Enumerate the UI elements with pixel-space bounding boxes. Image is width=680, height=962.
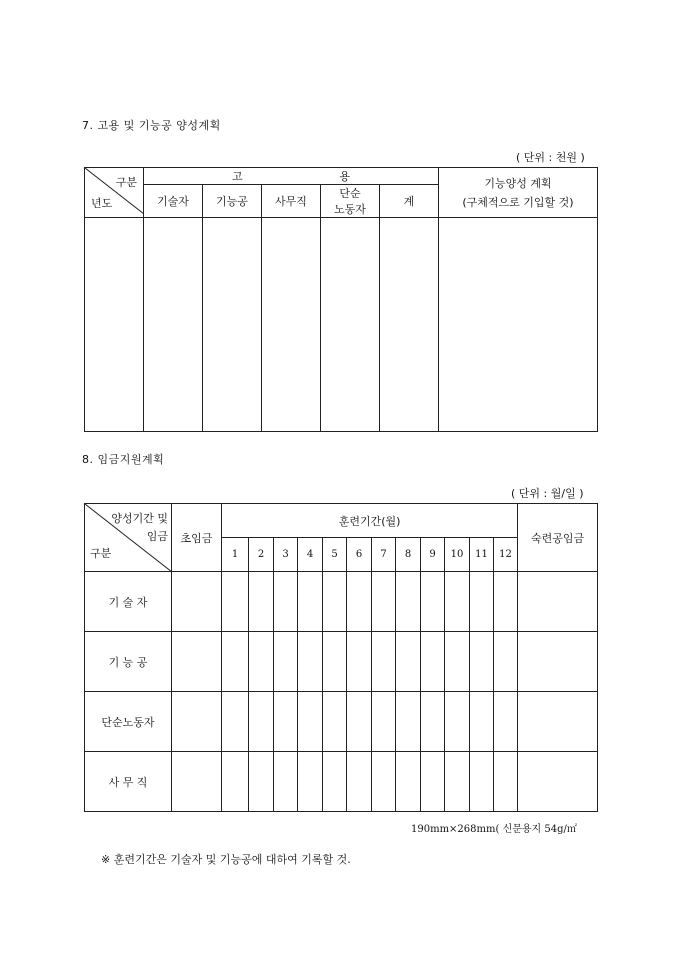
corner-top-label2: 임금	[146, 530, 168, 543]
month-cell[interactable]	[470, 632, 494, 692]
starting-wage-cell[interactable]	[172, 692, 222, 752]
month-cell[interactable]	[445, 752, 470, 812]
month-9: 9	[421, 538, 445, 572]
col-technician: 기술자	[144, 185, 203, 218]
month-cell[interactable]	[347, 572, 372, 632]
month-cell[interactable]	[323, 572, 347, 632]
table-row	[85, 572, 598, 632]
month-cell[interactable]	[274, 572, 298, 632]
month-cell[interactable]	[274, 692, 298, 752]
month-cell[interactable]	[421, 632, 445, 692]
month-cell[interactable]	[396, 572, 421, 632]
month-cell[interactable]	[222, 572, 249, 632]
corner-top-label1: 양성기간 및	[111, 512, 168, 525]
col-skilled-worker: 기능공	[203, 185, 262, 218]
month-cell[interactable]	[494, 752, 518, 812]
month-cell[interactable]	[347, 692, 372, 752]
skilled-wage-cell[interactable]	[518, 692, 598, 752]
month-cell[interactable]	[298, 752, 323, 812]
col-laborer-line1: 단순	[339, 187, 361, 200]
col-laborer	[321, 185, 380, 218]
month-cell[interactable]	[445, 572, 470, 632]
month-cell[interactable]	[372, 692, 396, 752]
corner-header-cell	[85, 504, 172, 572]
office-cell[interactable]	[262, 218, 321, 432]
month-cell[interactable]	[494, 572, 518, 632]
month-cell[interactable]	[372, 632, 396, 692]
month-cell[interactable]	[249, 752, 274, 812]
starting-wage-cell[interactable]	[172, 632, 222, 692]
group-header-left: 고	[232, 170, 243, 183]
month-cell[interactable]	[222, 632, 249, 692]
technician-cell[interactable]	[144, 218, 203, 432]
month-cell[interactable]	[396, 752, 421, 812]
training-note: ※ 훈련기간은 기술자 및 기능공에 대하여 기록할 것.	[101, 853, 351, 866]
month-cell[interactable]	[372, 572, 396, 632]
corner-header-cell	[85, 168, 144, 218]
month-10: 10	[445, 538, 470, 572]
month-cell[interactable]	[494, 692, 518, 752]
training-plan-line1: 기능양성 계획	[484, 177, 552, 190]
skilled-wage-cell[interactable]	[518, 752, 598, 812]
col-laborer-line2: 노동자	[334, 203, 366, 216]
section8-unit: ( 단위 : 월/일 )	[511, 487, 584, 500]
month-cell[interactable]	[347, 752, 372, 812]
month-cell[interactable]	[222, 752, 249, 812]
training-period-header: 훈련기간(월)	[222, 504, 518, 538]
month-cell[interactable]	[298, 572, 323, 632]
month-cell[interactable]	[421, 692, 445, 752]
skilled-worker-cell[interactable]	[203, 218, 262, 432]
month-cell[interactable]	[298, 692, 323, 752]
month-1: 1	[222, 538, 249, 572]
month-cell[interactable]	[421, 752, 445, 812]
col-total: 계	[380, 185, 439, 218]
row-label: 기 술 자	[85, 572, 172, 632]
skilled-wage-cell[interactable]	[518, 572, 598, 632]
month-cell[interactable]	[323, 632, 347, 692]
skilled-wage-cell[interactable]	[518, 632, 598, 692]
section7-unit: ( 단위 : 천원 )	[516, 151, 585, 164]
month-cell[interactable]	[470, 752, 494, 812]
training-plan-header	[439, 168, 598, 218]
month-12: 12	[494, 538, 518, 572]
group-header-right: 용	[339, 170, 350, 183]
skilled-wage-header: 숙련공임금	[518, 504, 598, 572]
month-8: 8	[396, 538, 421, 572]
table-row	[85, 632, 598, 692]
wage-support-table	[84, 503, 598, 812]
month-cell[interactable]	[347, 632, 372, 692]
month-cell[interactable]	[396, 692, 421, 752]
month-7: 7	[372, 538, 396, 572]
month-5: 5	[323, 538, 347, 572]
month-cell[interactable]	[494, 632, 518, 692]
row-label: 단순노동자	[85, 692, 172, 752]
year-cell[interactable]	[85, 218, 144, 432]
month-cell[interactable]	[445, 632, 470, 692]
table-row	[85, 692, 598, 752]
month-6: 6	[347, 538, 372, 572]
month-4: 4	[298, 538, 323, 572]
training-plan-cell[interactable]	[439, 218, 598, 432]
month-cell[interactable]	[421, 572, 445, 632]
month-11: 11	[470, 538, 494, 572]
total-cell[interactable]	[380, 218, 439, 432]
month-cell[interactable]	[249, 692, 274, 752]
employment-group-header	[144, 168, 439, 185]
corner-top-label: 구분	[115, 176, 137, 189]
col-office: 사무직	[262, 185, 321, 218]
starting-wage-header: 초임금	[172, 504, 222, 572]
corner-bottom-label: 구분	[90, 547, 112, 560]
table-row	[85, 752, 598, 812]
month-cell[interactable]	[396, 632, 421, 692]
month-cell[interactable]	[274, 632, 298, 692]
month-cell[interactable]	[274, 752, 298, 812]
month-cell[interactable]	[249, 572, 274, 632]
month-cell[interactable]	[323, 752, 347, 812]
month-cell[interactable]	[470, 692, 494, 752]
month-cell[interactable]	[470, 572, 494, 632]
corner-bottom-label: 년도	[91, 197, 113, 210]
training-plan-line2: (구체적으로 기입할 것)	[462, 196, 574, 209]
starting-wage-cell[interactable]	[172, 752, 222, 812]
section7-title: 7. 고용 및 기능공 양성계획	[82, 119, 221, 132]
month-cell[interactable]	[323, 692, 347, 752]
month-cell[interactable]	[298, 632, 323, 692]
employment-plan-table	[84, 167, 598, 432]
starting-wage-cell[interactable]	[172, 572, 222, 632]
row-label: 사 무 직	[85, 752, 172, 812]
month-cell[interactable]	[222, 692, 249, 752]
section8-title: 8. 임금지원계획	[82, 453, 165, 466]
row-label: 기 능 공	[85, 632, 172, 692]
month-2: 2	[249, 538, 274, 572]
month-cell[interactable]	[445, 692, 470, 752]
paper-size-note: 190mm×268mm( 신문용지 54g/㎡	[411, 824, 577, 835]
month-cell[interactable]	[249, 632, 274, 692]
laborer-cell[interactable]	[321, 218, 380, 432]
month-3: 3	[274, 538, 298, 572]
month-cell[interactable]	[372, 752, 396, 812]
